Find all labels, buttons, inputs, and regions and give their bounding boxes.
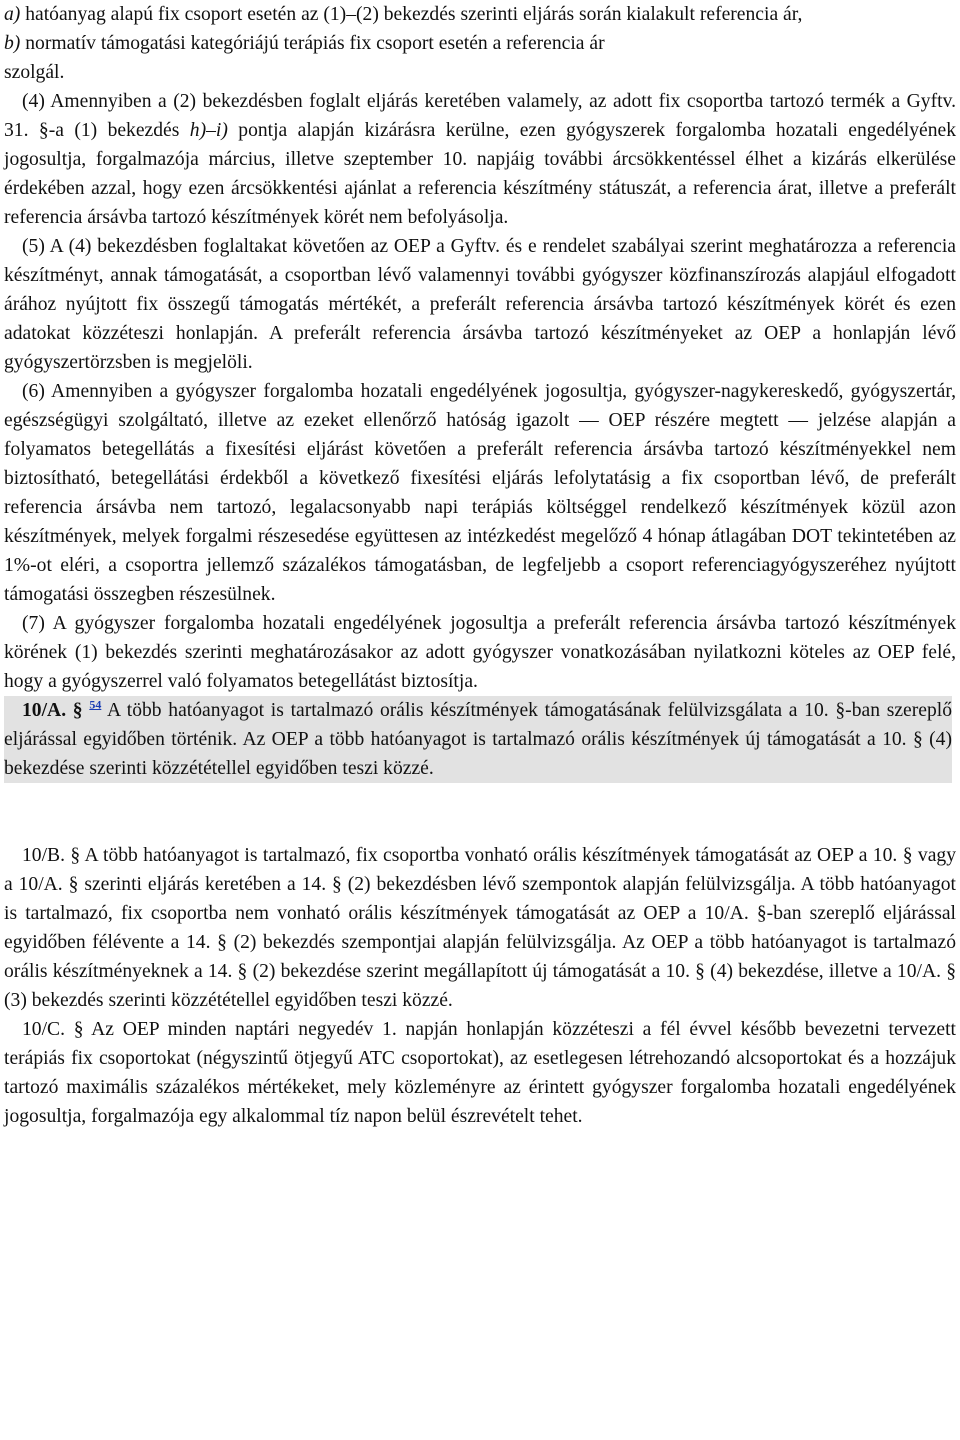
- section-spacer: [4, 783, 956, 841]
- footnote-link-54[interactable]: 54: [89, 697, 102, 712]
- list-tail: szolgál.: [4, 62, 65, 83]
- list-item-b: [4, 29, 956, 58]
- list-text-b: normatív támogatási kategóriájú terápiás fix csoport esetén a referencia ár: [20, 33, 605, 54]
- section-10a-heading: 10/A. §: [22, 700, 83, 721]
- paragraph-6: (6) Amennyiben a gyógyszer forgalomba hozatali engedélyének jogosultja, gyógyszer-nagykereskedő, gyógyszertár, egészségügyi szolgáltató, illetve az ezeket ellenőrző hatóság igazolt — OEP részére megtett — jelzése alapján a folyamatos betegellátás a fixesítési eljárást követően a preferált referencia ársávba tartozó készítményekkel nem biztosítható, betegellátási érdekből a következő fixesítési eljárás lefolytatásig a fix csoportban lévő, de preferált referencia ársávba nem tartozó, legalacsonyabb napi terápiás költséggel rendelkező készítmények közül azon készítmények, melyek forgalmi részesedése együttesen az intézkedést megelőző 4 hónap átlagában DOT tekintetében az 1%-ot eléri, a csoportra jellemző százalékos támogatásban, de legfeljebb a csoport referenciagyógyszeréhez nyújtott támogatási összegben részesülnek.: [4, 381, 956, 605]
- paragraph-5: (5) A (4) bekezdésben foglaltakat követően az OEP a Gyftv. és e rendelet szabályai szerint meghatározza a referencia készítményt, annak támogatását, a csoportban lévő valamennyi további gyógyszer közfinanszírozás alapjául elfogadott árához nyújtott fix összegű támogatás mértékét, a preferált referencia ársávba tartozó készítmények körét és ezen adatokat közzéteszi honlapján. A preferált referencia ársávba tartozó készítményeket az OEP a honlapján lévő gyógyszertörzsben is megjelöli.: [4, 236, 956, 373]
- paragraph-4-part1: (4) Amennyiben a (2) bekezdésben foglalt eljárás keretében valamely, az adott fix csoportba tartozó termék a Gyftv. 31. §-a (1) bekezdés: [4, 91, 956, 141]
- list-marker-a: a): [4, 4, 21, 25]
- list-marker-b: b): [4, 33, 21, 54]
- paragraph-4-ref: h)–i): [189, 120, 228, 141]
- list-text-a: hatóanyag alapú fix csoport esetén az (1)–(2) bekezdés szerinti eljárás során kialakult referencia ár,: [20, 4, 803, 25]
- section-10a: [4, 696, 952, 783]
- section-10a-text: A több hatóanyagot is tartalmazó orális készítmények támogatásának felülvizsgálata a 10. §-ban szereplő eljárással egyidőben történik. Az OEP a több hatóanyagot is tartalmazó orális készítmények új támogatását a 10. § (4) bekezdése szerinti közzététellel egyidőben teszi közzé.: [4, 700, 952, 779]
- paragraph-4-part2: pontja alapján kizárásra kerülne, ezen gyógyszerek forgalomba hozatali engedélyének jogosultja, forgalmazója március, illetve szeptember 10. napjáig további árcsökkentéssel élhet a kizárás elkerülése érdekében azzal, hogy ezen árcsökkentési ajánlat a referencia készítmény státuszát, a referencia árat, illetve a preferált referencia ársávba tartozó készítmények körét nem befolyásolja.: [4, 120, 956, 228]
- section-10c: 10/C. § Az OEP minden naptári negyedév 1. napján honlapján közzéteszi a fél évvel később bevezetni tervezett terápiás fix csoportokat (négyszintű ötjegyű ATC csoportokat), az esetlegesen létrehozandó alcsoportokat és a hozzájuk tartozó maximális százalékos mértékeket, mely közleményre az érintett gyógyszer forgalomba hozatali engedélyének jogosultja, forgalmazója egy alkalommal tíz napon belül észrevételt tehet.: [4, 1019, 956, 1127]
- paragraph-4: [4, 87, 956, 232]
- section-10b: 10/B. § A több hatóanyagot is tartalmazó, fix csoportba vonható orális készítmények támogatását az OEP a 10. § vagy a 10/A. § szerinti eljárás keretében a 14. § (2) bekezdésben lévő szempontok alapján felülvizsgálja. A több hatóanyagot is tartalmazó, fix csoportba nem vonható orális készítmények támogatását az OEP a 10/A. §-ban szereplő eljárással egyidőben félévente a 14. § (2) bekezdés szempontjai alapján felülvizsgálja. Az OEP a több hatóanyagot is tartalmazó orális készítményeknek a 14. § (2) bekezdése szerint megállapított új támogatását a 10. § (4) bekezdése, illetve a 10/A. § (3) bekezdés szerinti közzététellel egyidőben teszi közzé.: [4, 845, 956, 1011]
- list-item-a: [4, 0, 956, 29]
- paragraph-7: (7) A gyógyszer forgalomba hozatali engedélyének jogosultja a preferált referencia ársávba tartozó készítmények körének (1) bekezdés szerinti meghatározásakor az adott gyógyszer vonatkozásában nyilatkozni köteles az OEP felé, hogy a gyógyszerrel való folyamatos betegellátást biztosítja.: [4, 613, 956, 692]
